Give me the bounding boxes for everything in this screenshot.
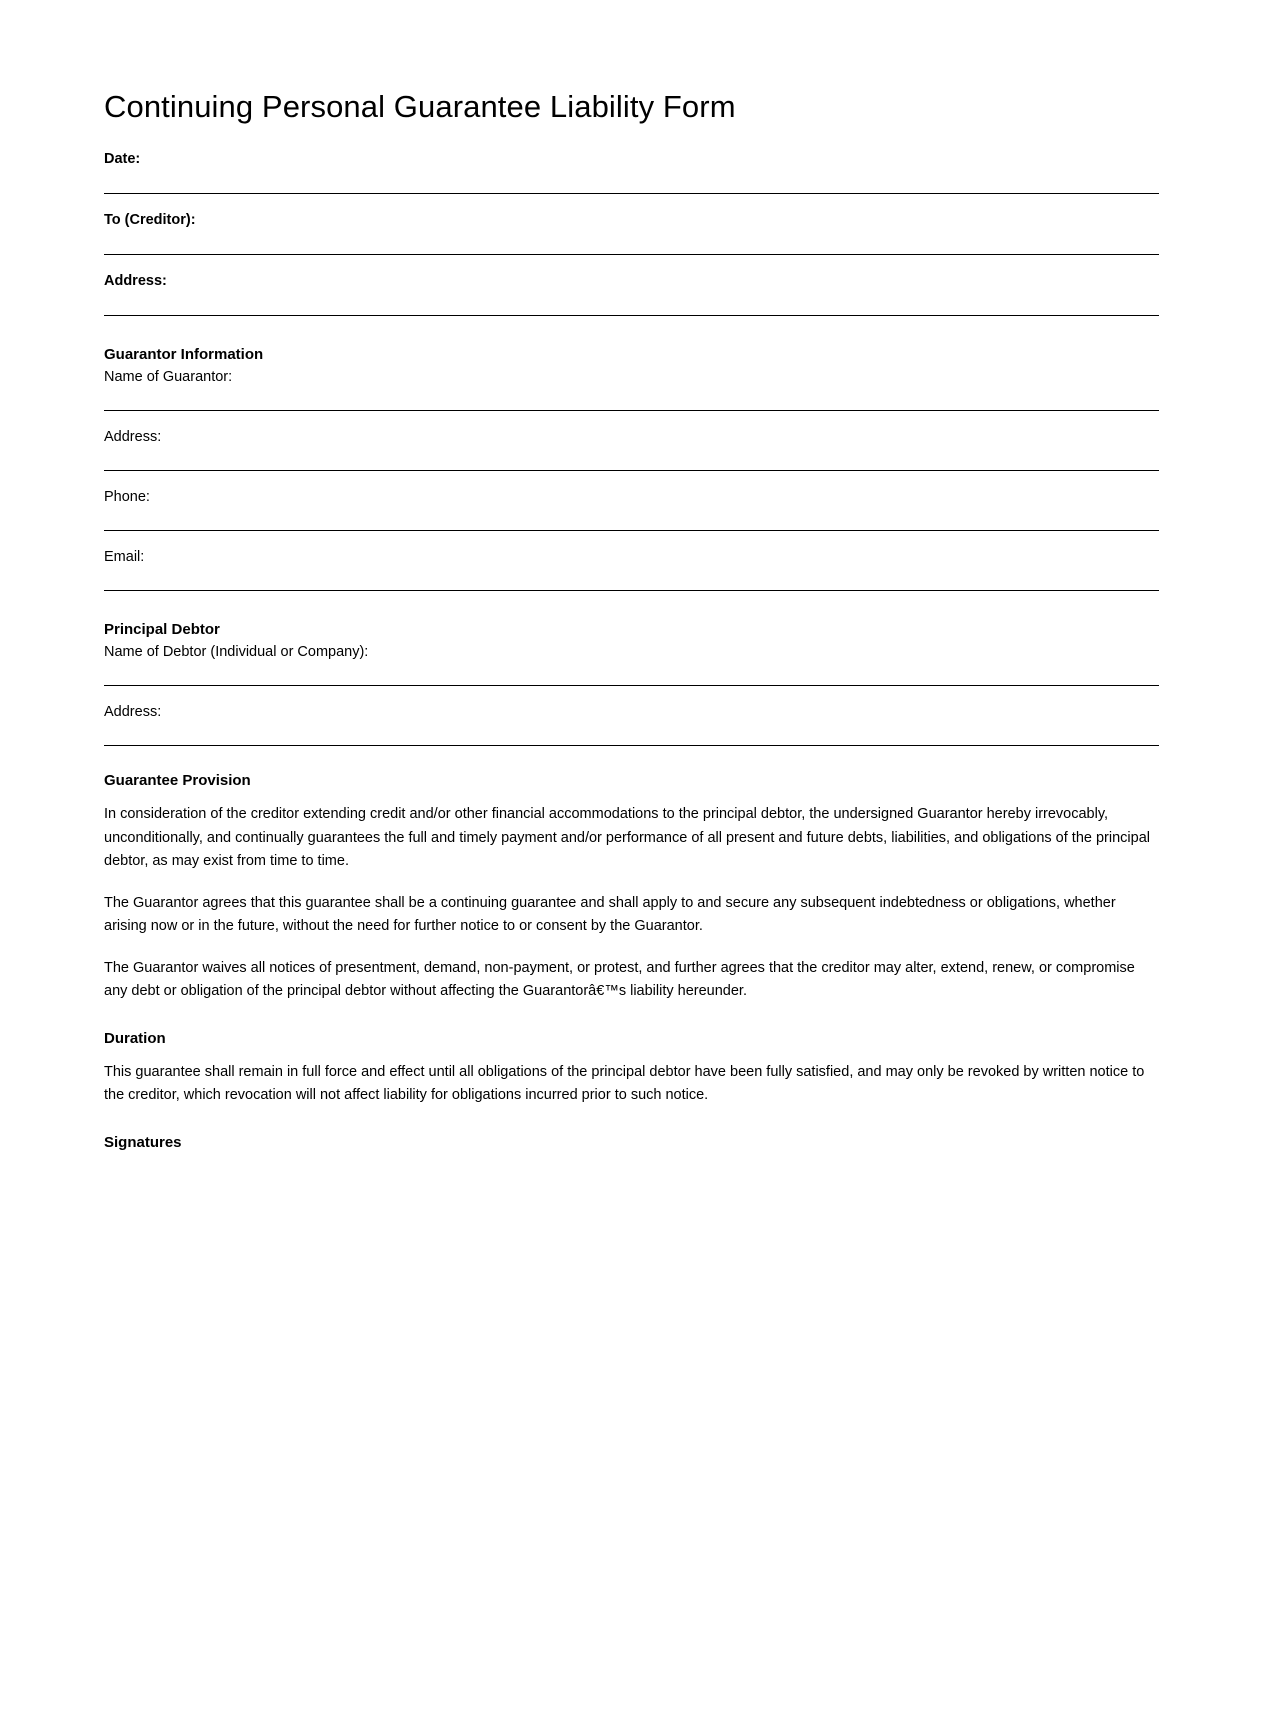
debtor-address-label: Address: [104, 704, 162, 721]
debtor-address-input-line[interactable] [104, 745, 1159, 746]
signatures-section [104, 1134, 1159, 1151]
guarantor-address-input-line[interactable] [104, 470, 1159, 471]
duration-heading: Duration [104, 1029, 166, 1047]
guarantor-phone-label: Phone: [104, 489, 150, 506]
guarantor-information-heading: Guarantor Information [104, 346, 264, 364]
guarantor-name-label: Name of Guarantor: [104, 369, 233, 386]
guarantor-email-label: Email: [104, 549, 145, 566]
creditor-field-group [104, 212, 1159, 255]
guarantor-address-label: Address: [104, 429, 162, 446]
address-input-line[interactable] [104, 315, 1159, 316]
debtor-name-input-line[interactable] [104, 685, 1159, 686]
document-content [104, 88, 1159, 1151]
guarantor-phone-input-line[interactable] [104, 530, 1159, 531]
date-field-group [104, 151, 1159, 194]
date-label: Date: [104, 151, 141, 168]
guarantor-information-section [104, 346, 1159, 591]
guarantee-paragraph-3: The Guarantor waives all notices of presentment, demand, non-payment, or protest, and further agrees that the creditor may alter, extend, renew, or compromise any debt or obligation of the principal debtor without affecting the Guarantorâ€™s liability hereunder. [104, 959, 1135, 1000]
date-input-line[interactable] [104, 193, 1159, 194]
guarantee-paragraph-2: The Guarantor agrees that this guarantee shall be a continuing guarantee and shall apply to and secure any subsequent indebtedness or obligations, whether arising now or in the future, without the need for further notice to or consent by the Guarantor. [104, 894, 1116, 935]
guarantee-paragraph-1: In consideration of the creditor extending credit and/or other financial accommodations to the principal debtor, the undersigned Guarantor hereby irrevocably, unconditionally, and continually guarantees the full and timely payment and/or performance of all present and future debts, liabilities, and obligations of the principal debtor, as may exist from time to time. [104, 806, 1150, 870]
creditor-label: To (Creditor): [104, 212, 196, 229]
page-title: Continuing Personal Guarantee Liability Form [104, 89, 736, 124]
guarantor-email-input-line[interactable] [104, 590, 1159, 591]
guarantee-provision-heading: Guarantee Provision [104, 772, 251, 790]
duration-section [104, 1030, 1159, 1108]
guarantee-provision-section [104, 772, 1159, 1003]
guarantor-name-input-line[interactable] [104, 410, 1159, 411]
debtor-name-label: Name of Debtor (Individual or Company): [104, 644, 369, 661]
address-label: Address: [104, 273, 167, 290]
address-field-group [104, 273, 1159, 316]
creditor-input-line[interactable] [104, 254, 1159, 255]
principal-debtor-section [104, 621, 1159, 746]
duration-paragraph-1: This guarantee shall remain in full force and effect until all obligations of the principal debtor have been fully satisfied, and may only be revoked by written notice to the creditor, which revocation will not affect liability for obligations incurred prior to such notice. [104, 1063, 1145, 1104]
signatures-heading: Signatures [104, 1133, 182, 1151]
principal-debtor-heading: Principal Debtor [104, 621, 220, 639]
